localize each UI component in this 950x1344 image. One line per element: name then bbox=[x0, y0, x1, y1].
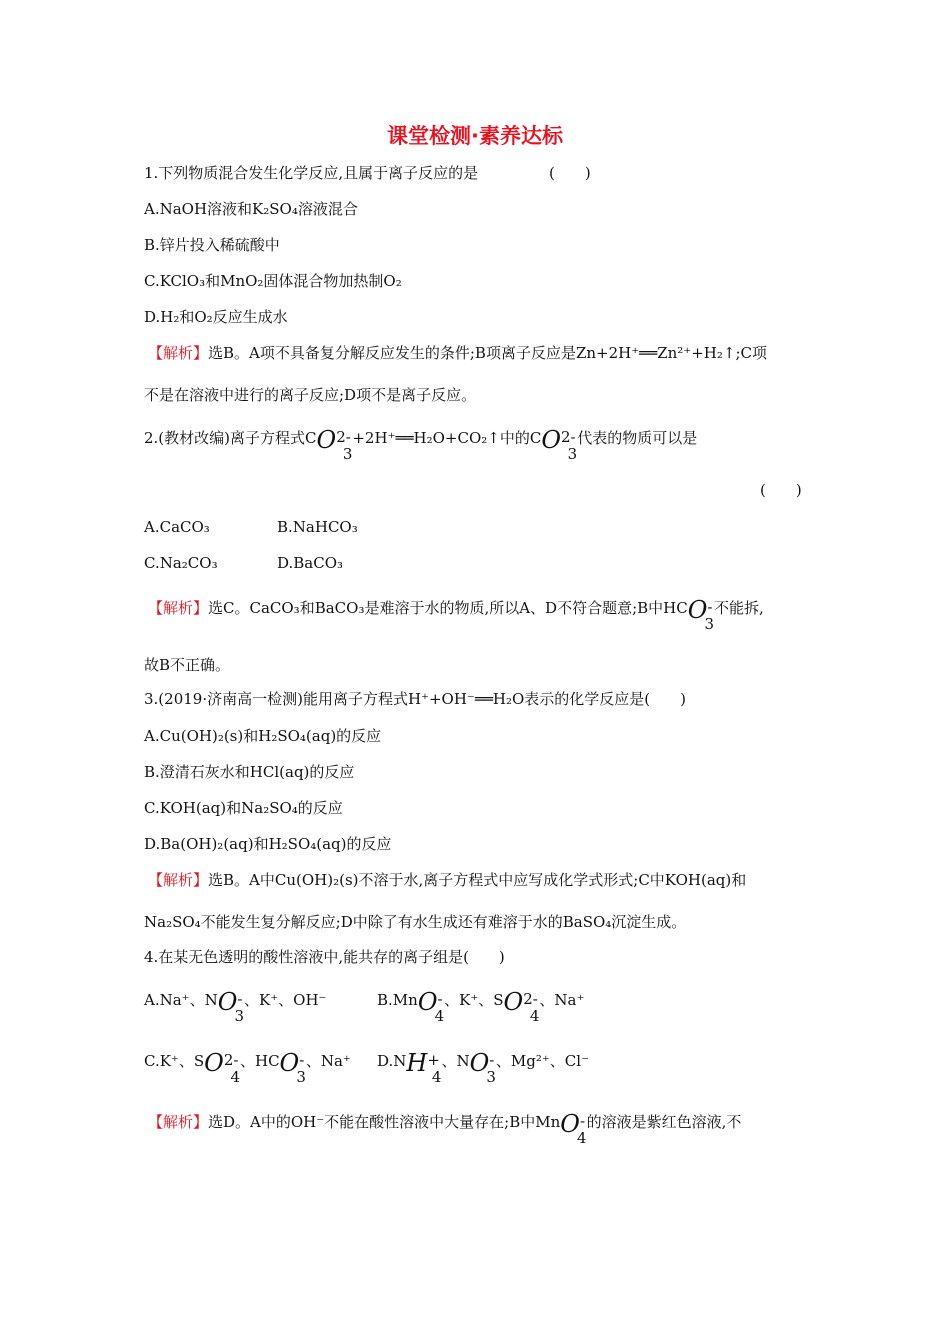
carbonate-ion: $O^{2-}_3$ bbox=[541, 426, 578, 463]
q1-option-d: D.H₂和O₂反应生成水 bbox=[144, 308, 288, 326]
q3-option-b: B.澄清石灰水和HCl(aq)的反应 bbox=[144, 763, 355, 781]
q2-explanation-line1 bbox=[148, 594, 764, 633]
q2-explanation-line2: 故B不正确。 bbox=[144, 656, 231, 674]
permanganate-ion: $O^-_4$ bbox=[560, 1110, 587, 1147]
q2-option-d: D.BaCO₃ bbox=[277, 554, 344, 572]
q2-stem-part1: 2.(教材改编)离子方程式C bbox=[144, 429, 317, 447]
q4-explanation-tag: 【解析】 bbox=[148, 1113, 209, 1131]
q1-option-b: B.锌片投入稀硫酸中 bbox=[144, 236, 280, 254]
bicarbonate-ion: $O^-_3$ bbox=[279, 1049, 306, 1086]
q1-explanation-text: 选B。A项不具备复分解反应发生的条件;B项离子反应是Zn+2H⁺══Zn²⁺+H₂↑;C项 bbox=[208, 344, 767, 362]
q4-explanation-text-end: 的溶液是紫红色溶液,不 bbox=[586, 1113, 742, 1131]
q4-option-a: A.Na⁺、$NO^-_3$、K⁺、OH⁻ bbox=[144, 988, 327, 1025]
carbonate-ion: $O^{2-}_3$ bbox=[316, 426, 353, 463]
q1-stem: 1.下列物质混合发生化学反应,且属于离子反应的是 bbox=[144, 164, 479, 182]
q2-option-c: C.Na₂CO₃ bbox=[144, 554, 218, 572]
q3-explanation-text: 选B。A中Cu(OH)₂(s)不溶于水,离子方程式中应写成化学式形式;C中KOH(aq)和 bbox=[208, 871, 747, 889]
q3-explanation-line2: Na₂SO₄不能发生复分解反应;D中除了有水生成还有难溶于水的BaSO₄沉淀生成。 bbox=[144, 913, 687, 931]
q2-option-a: A.CaCO₃ bbox=[144, 518, 210, 536]
q3-option-d: D.Ba(OH)₂(aq)和H₂SO₄(aq)的反应 bbox=[144, 835, 392, 853]
q4-option-c: C.K⁺、$SO^{2-}_4$、$HCO^-_3$、Na⁺ bbox=[144, 1049, 351, 1086]
q1-explanation-line1 bbox=[148, 342, 767, 364]
q2-explanation-text: 选C。CaCO₃和BaCO₃是难溶于水的物质,所以A、D不符合题意;B中HC bbox=[208, 599, 688, 617]
sulfate-ion: $O^{2-}_4$ bbox=[503, 988, 540, 1025]
q2-stem bbox=[144, 424, 698, 463]
q4-option-d: $D.NH^+_4$、$NO^-_3$、Mg²⁺、Cl⁻ bbox=[377, 1049, 589, 1086]
q3-stem: 3.(2019·济南高一检测)能用离子方程式H⁺+OH⁻══H₂O表示的化学反应是( ) bbox=[144, 690, 686, 708]
q1-option-a: A.NaOH溶液和K₂SO₄溶液混合 bbox=[144, 200, 358, 218]
q2-explanation-tag: 【解析】 bbox=[148, 599, 209, 617]
page-title: 课堂检测·素养达标 bbox=[387, 124, 563, 148]
q2-explanation-text-end: 不能拆, bbox=[714, 599, 764, 617]
q2-answer-blank: ( ) bbox=[760, 481, 802, 499]
q2-option-b: B.NaHCO₃ bbox=[277, 518, 358, 536]
ammonium-ion: $H^+_4$ bbox=[406, 1049, 442, 1086]
q4-explanation-line1 bbox=[148, 1108, 742, 1147]
q2-stem-part2: +2H⁺══H₂O+CO₂↑中的C bbox=[352, 429, 542, 447]
q1-option-c: C.KClO₃和MnO₂固体混合物加热制O₂ bbox=[144, 272, 402, 290]
nitrate-ion: $O^-_3$ bbox=[469, 1049, 496, 1086]
sulfate-ion: $O^{2-}_4$ bbox=[204, 1049, 240, 1086]
q3-option-c: C.KOH(aq)和Na₂SO₄的反应 bbox=[144, 799, 343, 817]
nitrate-ion: $O^-_3$ bbox=[217, 988, 245, 1025]
bicarbonate-ion: $O^-_3$ bbox=[687, 596, 715, 633]
q3-explanation-tag: 【解析】 bbox=[148, 871, 209, 889]
permanganate-ion: $O^-_4$ bbox=[417, 988, 445, 1025]
q3-explanation-line1 bbox=[148, 869, 746, 891]
q4-stem: 4.在某无色透明的酸性溶液中,能共存的离子组是( ) bbox=[144, 948, 505, 966]
q1-answer-blank: ( ) bbox=[549, 164, 591, 182]
q4-option-b: B.MnO-$_4$、K⁺、$SO^{2-}_4$、Na⁺ bbox=[377, 988, 585, 1025]
q3-option-a: A.Cu(OH)₂(s)和H₂SO₄(aq)的反应 bbox=[144, 727, 382, 745]
q2-stem-part3: 代表的物质可以是 bbox=[577, 429, 698, 447]
q1-explanation-tag: 【解析】 bbox=[148, 344, 209, 362]
q1-explanation-line2: 不是在溶液中进行的离子反应;D项不是离子反应。 bbox=[144, 386, 477, 404]
q4-explanation-text: 选D。A中的OH⁻不能在酸性溶液中大量存在;B中Mn bbox=[208, 1113, 561, 1131]
